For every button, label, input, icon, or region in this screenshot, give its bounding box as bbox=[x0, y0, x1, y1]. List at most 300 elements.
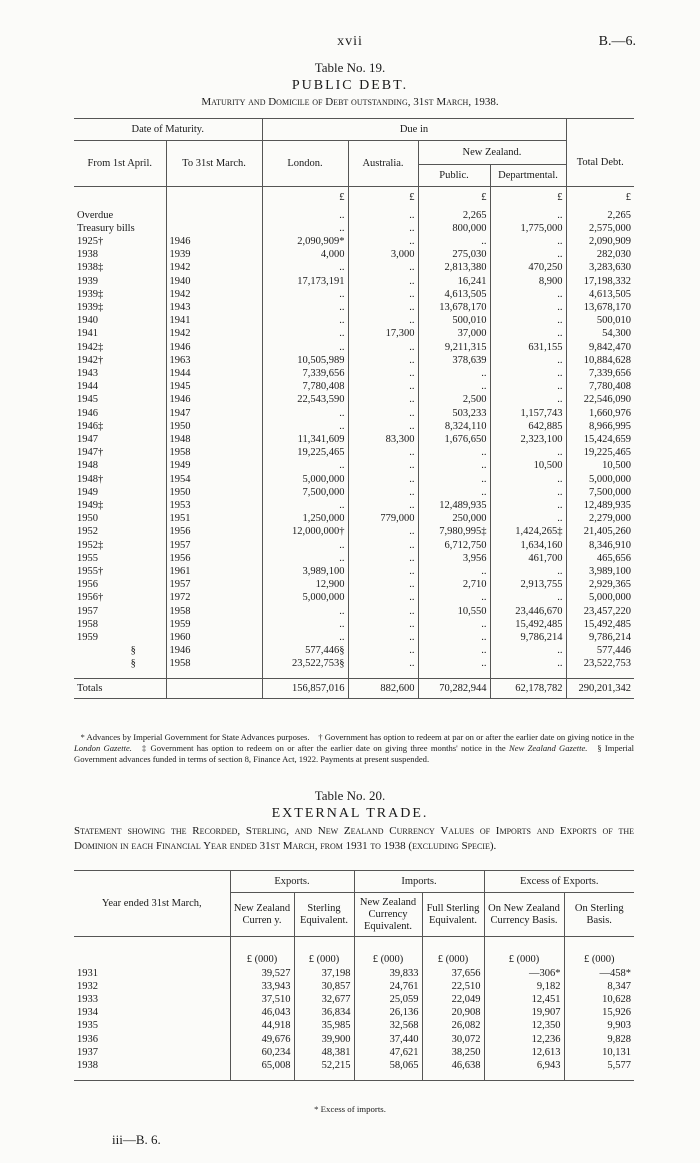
cell-departmental: .. bbox=[490, 512, 566, 525]
header-imp-st: Full Sterling Equivalent. bbox=[422, 893, 484, 937]
page-reference: B.—6. bbox=[598, 34, 636, 49]
cell-australia: .. bbox=[348, 235, 418, 248]
totals-row bbox=[74, 679, 634, 699]
cell-exc-st: 10,131 bbox=[564, 1046, 634, 1059]
table-row bbox=[74, 618, 634, 631]
cell-total: 2,265 bbox=[566, 209, 634, 222]
cell-year: 1935 bbox=[77, 1020, 98, 1032]
cell-total: 22,546,090 bbox=[566, 393, 634, 406]
totals-departmental: 62,178,782 bbox=[490, 679, 566, 699]
cell-total: 7,500,000 bbox=[566, 486, 634, 499]
cell-from: 1952‡ bbox=[77, 539, 104, 551]
cell-to: 1956 bbox=[166, 525, 262, 538]
unit-imp-st: £ (000) bbox=[422, 937, 484, 967]
table19-number: Table No. 19. bbox=[314, 60, 386, 75]
cell-departmental: .. bbox=[490, 657, 566, 670]
cell-australia: .. bbox=[348, 393, 418, 406]
cell-public: 1,676,650 bbox=[418, 433, 490, 446]
totals-london: 156,857,016 bbox=[262, 679, 348, 699]
cell-london: 10,505,989 bbox=[262, 354, 348, 367]
table20-footnote: * Excess of imports. bbox=[314, 1104, 386, 1114]
cell-departmental: .. bbox=[490, 367, 566, 380]
table19-subtitle: Maturity and Domicile of Debt outstanding, 31st March, 1938. bbox=[201, 96, 499, 108]
cell-australia: 3,000 bbox=[348, 248, 418, 261]
cell-to: 1960 bbox=[166, 631, 262, 644]
cell-from: 1938 bbox=[77, 249, 98, 261]
table-row bbox=[74, 967, 634, 980]
cell-public: .. bbox=[418, 644, 490, 657]
cell-from: 1925† bbox=[77, 235, 104, 247]
table-row bbox=[74, 565, 634, 578]
cell-public: 378,639 bbox=[418, 354, 490, 367]
cell-to: 1959 bbox=[166, 618, 262, 631]
cell-imp-nz: 39,833 bbox=[354, 967, 422, 980]
cell-london: 12,000,000† bbox=[262, 525, 348, 538]
header-new-zealand: New Zealand. bbox=[418, 141, 566, 165]
cell-to: 1946 bbox=[166, 341, 262, 354]
cell-public: .. bbox=[418, 486, 490, 499]
cell-total: 8,966,995 bbox=[566, 420, 634, 433]
unit-imp-nz: £ (000) bbox=[354, 937, 422, 967]
cell-australia: .. bbox=[348, 499, 418, 512]
table-row bbox=[74, 261, 634, 274]
cell-total: 3,283,630 bbox=[566, 261, 634, 274]
cell-imp-st: 20,908 bbox=[422, 1006, 484, 1019]
cell-imp-nz: 47,621 bbox=[354, 1046, 422, 1059]
cell-total: 500,010 bbox=[566, 314, 634, 327]
header-australia: Australia. bbox=[348, 141, 418, 187]
cell-australia: .. bbox=[348, 525, 418, 538]
cell-exp-nz: 39,527 bbox=[230, 967, 294, 980]
cell-exc-nz: 6,943 bbox=[484, 1059, 564, 1072]
table-row bbox=[74, 631, 634, 644]
cell-exc-st: —458* bbox=[564, 967, 634, 980]
cell-exc-nz: 12,613 bbox=[484, 1046, 564, 1059]
cell-australia: .. bbox=[348, 486, 418, 499]
cell-departmental: .. bbox=[490, 301, 566, 314]
cell-london: 22,543,590 bbox=[262, 393, 348, 406]
cell-departmental: 642,885 bbox=[490, 420, 566, 433]
cell-london: .. bbox=[262, 407, 348, 420]
cell-departmental: 631,155 bbox=[490, 341, 566, 354]
header-due-in: Due in bbox=[262, 119, 566, 141]
cell-public: .. bbox=[418, 367, 490, 380]
table-row bbox=[74, 341, 634, 354]
table-row bbox=[74, 980, 634, 993]
cell-london: .. bbox=[262, 209, 348, 222]
cell-departmental: .. bbox=[490, 644, 566, 657]
table-row bbox=[74, 459, 634, 472]
cell-from: 1949 bbox=[77, 486, 98, 498]
table-row bbox=[74, 993, 634, 1006]
cell-australia: .. bbox=[348, 565, 418, 578]
unit-total: £ bbox=[566, 187, 634, 209]
header-exports: Exports. bbox=[230, 871, 354, 893]
cell-australia: .. bbox=[348, 314, 418, 327]
cell-exp-st: 48,381 bbox=[294, 1046, 354, 1059]
table-row bbox=[74, 380, 634, 393]
cell-public: 275,030 bbox=[418, 248, 490, 261]
cell-australia: .. bbox=[348, 473, 418, 486]
footnote-3: Government has option to redeem on or after the earlier date on giving three months' notice in the bbox=[150, 743, 506, 753]
cell-imp-st: 46,638 bbox=[422, 1059, 484, 1072]
cell-departmental: 15,492,485 bbox=[490, 618, 566, 631]
cell-london: .. bbox=[262, 618, 348, 631]
cell-australia: 83,300 bbox=[348, 433, 418, 446]
cell-exp-st: 39,900 bbox=[294, 1033, 354, 1046]
table-row bbox=[74, 1046, 634, 1059]
table-row bbox=[74, 552, 634, 565]
cell-total: 19,225,465 bbox=[566, 446, 634, 459]
cell-to: 1949 bbox=[166, 459, 262, 472]
header-to: To 31st March. bbox=[166, 141, 262, 187]
table-row bbox=[74, 539, 634, 552]
cell-australia: .. bbox=[348, 209, 418, 222]
table-row bbox=[74, 248, 634, 261]
table20-subtitle: Statement showing the Recorded, Sterling, and New Zealand Currency Values of Imports and Exports of the Dominion in each Financial Year ended 31st March, from 1931 to 1938 (excluding Specie). bbox=[74, 825, 634, 852]
cell-public: 6,712,750 bbox=[418, 539, 490, 552]
cell-australia: .. bbox=[348, 407, 418, 420]
cell-australia: .. bbox=[348, 341, 418, 354]
table-row bbox=[74, 327, 634, 340]
cell-london: .. bbox=[262, 314, 348, 327]
totals-public: 70,282,944 bbox=[418, 679, 490, 699]
cell-total: 13,678,170 bbox=[566, 301, 634, 314]
cell-australia: .. bbox=[348, 261, 418, 274]
cell-exc-st: 9,828 bbox=[564, 1033, 634, 1046]
cell-departmental: .. bbox=[490, 314, 566, 327]
cell-australia: 17,300 bbox=[348, 327, 418, 340]
cell-total: 23,457,220 bbox=[566, 605, 634, 618]
cell-exp-nz: 65,008 bbox=[230, 1059, 294, 1072]
cell-imp-nz: 24,761 bbox=[354, 980, 422, 993]
cell-departmental: 1,424,265‡ bbox=[490, 525, 566, 538]
header-year: Year ended 31st March, bbox=[74, 871, 230, 937]
cell-london: .. bbox=[262, 631, 348, 644]
table-row bbox=[74, 1033, 634, 1046]
cell-imp-st: 38,250 bbox=[422, 1046, 484, 1059]
footnote-mark-3: ‡ bbox=[141, 743, 148, 753]
unit-exc-nz: £ (000) bbox=[484, 937, 564, 967]
cell-departmental: .. bbox=[490, 473, 566, 486]
cell-from: 1942† bbox=[77, 354, 104, 366]
cell-to: 1942 bbox=[166, 261, 262, 274]
cell-exc-nz: 12,451 bbox=[484, 993, 564, 1006]
cell-from: Treasury bills bbox=[77, 222, 135, 234]
cell-total: 10,500 bbox=[566, 459, 634, 472]
cell-australia: .. bbox=[348, 539, 418, 552]
cell-to: 1946 bbox=[166, 235, 262, 248]
cell-from: 1940 bbox=[77, 315, 98, 327]
cell-departmental: 9,786,214 bbox=[490, 631, 566, 644]
cell-to: 1944 bbox=[166, 367, 262, 380]
cell-australia: .. bbox=[348, 552, 418, 565]
cell-departmental: .. bbox=[490, 393, 566, 406]
cell-public: 4,613,505 bbox=[418, 288, 490, 301]
table-row bbox=[74, 1019, 634, 1032]
cell-exc-st: 10,628 bbox=[564, 993, 634, 1006]
cell-year: 1933 bbox=[77, 993, 98, 1005]
cell-to: 1950 bbox=[166, 420, 262, 433]
cell-departmental: 1,634,160 bbox=[490, 539, 566, 552]
cell-to: 1941 bbox=[166, 314, 262, 327]
cell-london: .. bbox=[262, 420, 348, 433]
cell-exp-nz: 33,943 bbox=[230, 980, 294, 993]
cell-total: 282,030 bbox=[566, 248, 634, 261]
footnote-1: Advances by Imperial Government for State Advances purposes. bbox=[86, 732, 310, 742]
cell-australia: .. bbox=[348, 446, 418, 459]
public-debt-table bbox=[74, 118, 634, 699]
cell-to: 1958 bbox=[166, 657, 262, 670]
cell-from: 1939 bbox=[77, 275, 98, 287]
cell-total: 23,522,753 bbox=[566, 657, 634, 670]
cell-from: 1948 bbox=[77, 460, 98, 472]
cell-exc-st: 8,347 bbox=[564, 980, 634, 993]
page-number: xvii bbox=[337, 34, 363, 49]
table-row bbox=[74, 525, 634, 538]
table-row bbox=[74, 605, 634, 618]
cell-imp-nz: 37,440 bbox=[354, 1033, 422, 1046]
cell-australia: .. bbox=[348, 644, 418, 657]
table19-footnotes bbox=[74, 732, 634, 765]
table-row bbox=[74, 1006, 634, 1019]
cell-exp-nz: 49,676 bbox=[230, 1033, 294, 1046]
header-exp-st: Sterling Equivalent. bbox=[294, 893, 354, 937]
cell-exc-nz: —306* bbox=[484, 967, 564, 980]
cell-london: 5,000,000 bbox=[262, 473, 348, 486]
cell-public: 12,489,935 bbox=[418, 499, 490, 512]
cell-australia: .. bbox=[348, 288, 418, 301]
header-exc-st: On Sterling Basis. bbox=[564, 893, 634, 937]
cell-total: 2,929,365 bbox=[566, 578, 634, 591]
cell-year: 1938 bbox=[77, 1059, 98, 1071]
cell-to: 1951 bbox=[166, 512, 262, 525]
footnote-2-gazette: London Gazette. bbox=[74, 743, 132, 753]
cell-public: 37,000 bbox=[418, 327, 490, 340]
cell-london: 7,500,000 bbox=[262, 486, 348, 499]
cell-london: .. bbox=[262, 539, 348, 552]
cell-australia: .. bbox=[348, 578, 418, 591]
cell-exc-st: 5,577 bbox=[564, 1059, 634, 1072]
cell-departmental: .. bbox=[490, 380, 566, 393]
cell-london: .. bbox=[262, 499, 348, 512]
cell-public: 2,813,380 bbox=[418, 261, 490, 274]
cell-to: 1943 bbox=[166, 301, 262, 314]
table-row bbox=[74, 644, 634, 657]
cell-to: 1958 bbox=[166, 605, 262, 618]
cell-from: 1944 bbox=[77, 381, 98, 393]
table-row bbox=[74, 235, 634, 248]
cell-total: 1,660,976 bbox=[566, 407, 634, 420]
cell-australia: .. bbox=[348, 380, 418, 393]
cell-from: 1939‡ bbox=[77, 288, 104, 300]
cell-departmental: .. bbox=[490, 499, 566, 512]
unit-australia: £ bbox=[348, 187, 418, 209]
cell-public: 13,678,170 bbox=[418, 301, 490, 314]
cell-to: 1957 bbox=[166, 539, 262, 552]
cell-from: 1957 bbox=[77, 605, 98, 617]
table-row bbox=[74, 657, 634, 670]
cell-london: .. bbox=[262, 222, 348, 235]
cell-exp-st: 36,834 bbox=[294, 1006, 354, 1019]
cell-to: 1942 bbox=[166, 288, 262, 301]
cell-to bbox=[166, 222, 262, 235]
cell-exp-st: 30,857 bbox=[294, 980, 354, 993]
cell-from: 1955† bbox=[77, 565, 104, 577]
cell-to: 1954 bbox=[166, 473, 262, 486]
table-row bbox=[74, 367, 634, 380]
cell-total: 7,339,656 bbox=[566, 367, 634, 380]
cell-london: 12,900 bbox=[262, 578, 348, 591]
cell-departmental: .. bbox=[490, 288, 566, 301]
cell-australia: .. bbox=[348, 367, 418, 380]
cell-total: 12,489,935 bbox=[566, 499, 634, 512]
cell-london: .. bbox=[262, 301, 348, 314]
cell-public: 500,010 bbox=[418, 314, 490, 327]
cell-to: 1947 bbox=[166, 407, 262, 420]
cell-year: 1934 bbox=[77, 1007, 98, 1019]
cell-to: 1972 bbox=[166, 591, 262, 604]
cell-total: 9,786,214 bbox=[566, 631, 634, 644]
cell-from: 1947† bbox=[77, 447, 104, 459]
cell-total: 2,575,000 bbox=[566, 222, 634, 235]
cell-total: 465,656 bbox=[566, 552, 634, 565]
cell-imp-nz: 26,136 bbox=[354, 1006, 422, 1019]
cell-london: .. bbox=[262, 552, 348, 565]
table-row bbox=[74, 275, 634, 288]
cell-exp-nz: 46,043 bbox=[230, 1006, 294, 1019]
cell-from: 1949‡ bbox=[77, 499, 104, 511]
cell-from: 1956 bbox=[77, 579, 98, 591]
cell-london: .. bbox=[262, 341, 348, 354]
cell-australia: .. bbox=[348, 301, 418, 314]
table-row bbox=[74, 407, 634, 420]
cell-from: 1941 bbox=[77, 328, 98, 340]
table-row bbox=[74, 486, 634, 499]
cell-london: 2,090,909* bbox=[262, 235, 348, 248]
cell-to: 1948 bbox=[166, 433, 262, 446]
cell-exp-st: 32,677 bbox=[294, 993, 354, 1006]
cell-public: .. bbox=[418, 473, 490, 486]
cell-exc-st: 15,926 bbox=[564, 1006, 634, 1019]
cell-total: 9,842,470 bbox=[566, 341, 634, 354]
table-row bbox=[74, 591, 634, 604]
header-date-of-maturity: Date of Maturity. bbox=[74, 119, 262, 141]
cell-exc-nz: 12,350 bbox=[484, 1019, 564, 1032]
cell-total: 54,300 bbox=[566, 327, 634, 340]
table-row bbox=[74, 1059, 634, 1072]
cell-exp-st: 37,198 bbox=[294, 967, 354, 980]
cell-from: 1946‡ bbox=[77, 420, 104, 432]
cell-from: 1956† bbox=[77, 592, 104, 604]
cell-from: 1943 bbox=[77, 367, 98, 379]
cell-exc-nz: 9,182 bbox=[484, 980, 564, 993]
cell-departmental: .. bbox=[490, 446, 566, 459]
cell-australia: .. bbox=[348, 222, 418, 235]
header-exc-nz: On New Zealand Currency Basis. bbox=[484, 893, 564, 937]
cell-exc-st: 9,903 bbox=[564, 1019, 634, 1032]
table-row bbox=[74, 222, 634, 235]
cell-public: 503,233 bbox=[418, 407, 490, 420]
cell-london: 1,250,000 bbox=[262, 512, 348, 525]
cell-public: 2,265 bbox=[418, 209, 490, 222]
table-row bbox=[74, 512, 634, 525]
cell-total: 2,279,000 bbox=[566, 512, 634, 525]
table-row bbox=[74, 354, 634, 367]
cell-australia: 779,000 bbox=[348, 512, 418, 525]
cell-to: 1946 bbox=[166, 644, 262, 657]
cell-imp-st: 22,049 bbox=[422, 993, 484, 1006]
cell-from: 1952 bbox=[77, 526, 98, 538]
table-row bbox=[74, 420, 634, 433]
cell-total: 2,090,909 bbox=[566, 235, 634, 248]
cell-total: 21,405,260 bbox=[566, 525, 634, 538]
cell-australia: .. bbox=[348, 657, 418, 670]
cell-departmental: .. bbox=[490, 565, 566, 578]
header-imports: Imports. bbox=[354, 871, 484, 893]
cell-london: .. bbox=[262, 327, 348, 340]
cell-departmental: .. bbox=[490, 209, 566, 222]
cell-departmental: .. bbox=[490, 486, 566, 499]
header-total-debt: Total Debt. bbox=[566, 141, 634, 187]
cell-public: 800,000 bbox=[418, 222, 490, 235]
cell-exp-st: 52,215 bbox=[294, 1059, 354, 1072]
footnote-3-gazette: New Zealand Gazette. bbox=[509, 743, 588, 753]
totals-total: 290,201,342 bbox=[566, 679, 634, 699]
cell-public: .. bbox=[418, 591, 490, 604]
cell-london: 7,780,408 bbox=[262, 380, 348, 393]
cell-london: 23,522,753§ bbox=[262, 657, 348, 670]
cell-from: 1938‡ bbox=[77, 262, 104, 274]
cell-imp-nz: 25,059 bbox=[354, 993, 422, 1006]
cell-exp-nz: 37,510 bbox=[230, 993, 294, 1006]
cell-london: .. bbox=[262, 459, 348, 472]
table-row bbox=[74, 473, 634, 486]
cell-departmental: 8,900 bbox=[490, 275, 566, 288]
footnote-mark-1: * bbox=[80, 732, 85, 742]
cell-to: 1963 bbox=[166, 354, 262, 367]
cell-public: .. bbox=[418, 657, 490, 670]
cell-from: 1946 bbox=[77, 407, 98, 419]
cell-total: 7,780,408 bbox=[566, 380, 634, 393]
cell-imp-st: 22,510 bbox=[422, 980, 484, 993]
cell-to: 1942 bbox=[166, 327, 262, 340]
cell-to: 1939 bbox=[166, 248, 262, 261]
cell-total: 10,884,628 bbox=[566, 354, 634, 367]
cell-total: 5,000,000 bbox=[566, 473, 634, 486]
cell-from: § bbox=[130, 645, 136, 657]
table-row bbox=[74, 314, 634, 327]
cell-exc-nz: 12,236 bbox=[484, 1033, 564, 1046]
cell-from: 1958 bbox=[77, 618, 98, 630]
cell-from: 1959 bbox=[77, 632, 98, 643]
header-departmental: Departmental. bbox=[490, 165, 566, 187]
cell-year: 1932 bbox=[77, 980, 98, 992]
cell-public: 8,324,110 bbox=[418, 420, 490, 433]
cell-london: 17,173,191 bbox=[262, 275, 348, 288]
cell-imp-st: 30,072 bbox=[422, 1033, 484, 1046]
cell-total: 15,492,485 bbox=[566, 618, 634, 631]
cell-from: 1945 bbox=[77, 394, 98, 406]
cell-to: 1957 bbox=[166, 578, 262, 591]
cell-departmental: 461,700 bbox=[490, 552, 566, 565]
cell-london: .. bbox=[262, 605, 348, 618]
cell-from: 1955 bbox=[77, 552, 98, 564]
cell-london: 11,341,609 bbox=[262, 433, 348, 446]
unit-exp-nz: £ (000) bbox=[230, 937, 294, 967]
unit-departmental: £ bbox=[490, 187, 566, 209]
table20-number: Table No. 20. bbox=[314, 788, 386, 803]
